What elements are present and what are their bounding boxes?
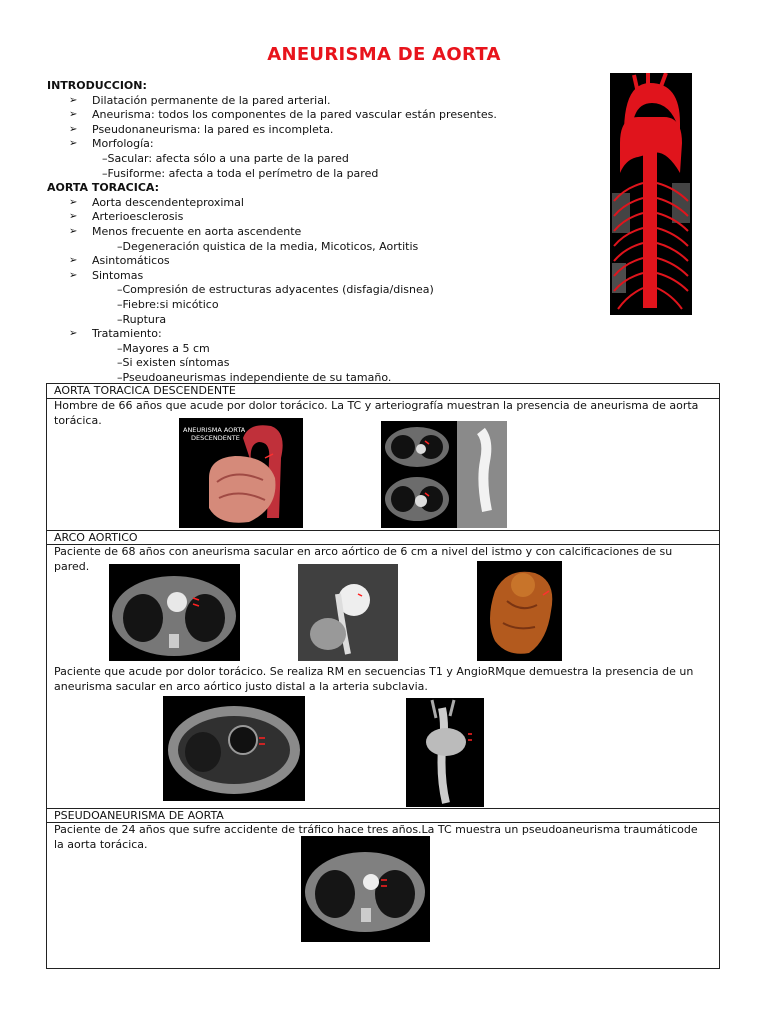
bullet-item: ➢ Dilatación permanente de la pared arterial. (47, 94, 587, 109)
section-title-pseudoaneurisma: PSEUDOANEURISMA DE AORTA (54, 809, 224, 822)
intro-section (47, 79, 587, 385)
angio-mri-image (406, 698, 484, 807)
mri-t1-image (163, 696, 305, 801)
bullet-item: ➢ Aneurisma: todos los componentes de la pared vascular están presentes. (47, 108, 587, 123)
section-title-arco: ARCO AORTICO (54, 531, 138, 544)
section-text: Paciente que acude por dolor torácico. Se realiza RM en secuencias T1 y AngioRMque demuestra la presencia de un aneurisma sacular en arco aórtico justo distal a la arteria subclavia. (54, 665, 694, 693)
sub-item: –Pseudoaneurismas independiente de su tamaño. (117, 370, 392, 384)
heart-aneurysm-illustration (179, 418, 303, 528)
bullet-item: ➢ Sintomas (47, 269, 587, 284)
bullet-item: ➢ Pseudonaneurisma: la pared es incompleta. (47, 123, 587, 138)
sub-item: –Fiebre:si micótico (117, 297, 219, 311)
page-title: ANEURISMA DE AORTA (267, 44, 501, 65)
sub-item: –Degeneración quistica de la media, Micoticos, Aortitis (117, 239, 419, 253)
illustration-label: DESCENDENTE (191, 434, 240, 442)
section-title-descendente: AORTA TORACICA DESCENDENTE (54, 384, 236, 397)
illustration-label: ANEURISMA AORTA (183, 426, 246, 434)
aorta-toracica-heading: AORTA TORACICA: (47, 181, 160, 195)
sub-item: –Si existen síntomas (117, 356, 230, 370)
sub-item: –Sacular: afecta sólo a una parte de la pared (102, 151, 349, 165)
section-text: Paciente de 68 años con aneurisma sacular en arco aórtico de 6 cm a nivel del istmo y con calcificaciones de su pared. (54, 545, 673, 573)
sub-item: –Mayores a 5 cm (117, 341, 210, 355)
3d-reconstruction-image (477, 561, 562, 661)
bullet-item: ➢ Asintomáticos (47, 254, 587, 269)
ct-pseudoaneurysm-image (301, 836, 430, 942)
bullet-item: ➢ Morfología: (47, 137, 587, 152)
section-text: Paciente de 24 años que sufre accidente de tráfico hace tres años.La TC muestra un pseudoaneurisma traumáticode la aorta torácica. (54, 823, 698, 851)
aorta-angiography-image (610, 73, 692, 315)
section-text: Hombre de 66 años que acude por dolor torácico. La TC y arteriografía muestran la presencia de aneurisma de aorta torácica. (54, 399, 699, 427)
ct-axial-image (109, 564, 240, 661)
bullet-item: ➢ Tratamiento: (47, 327, 587, 342)
bullet-item: ➢ Arterioesclerosis (47, 210, 587, 225)
sub-item: –Ruptura (117, 312, 167, 326)
ct-sagittal-image (298, 564, 398, 661)
ct-arteriography-image (381, 421, 507, 528)
sub-item: –Compresión de estructuras adyacentes (disfagia/disnea) (117, 283, 434, 297)
divider (47, 530, 719, 531)
sub-item: –Fusiforme: afecta a toda el perímetro de la pared (102, 166, 379, 180)
cases-table (46, 383, 720, 969)
bullet-item: ➢ Aorta descendenteproximal (47, 196, 587, 211)
bullet-item: ➢ Menos frecuente en aorta ascendente (47, 225, 587, 240)
intro-heading: INTRODUCCION: (47, 79, 147, 92)
